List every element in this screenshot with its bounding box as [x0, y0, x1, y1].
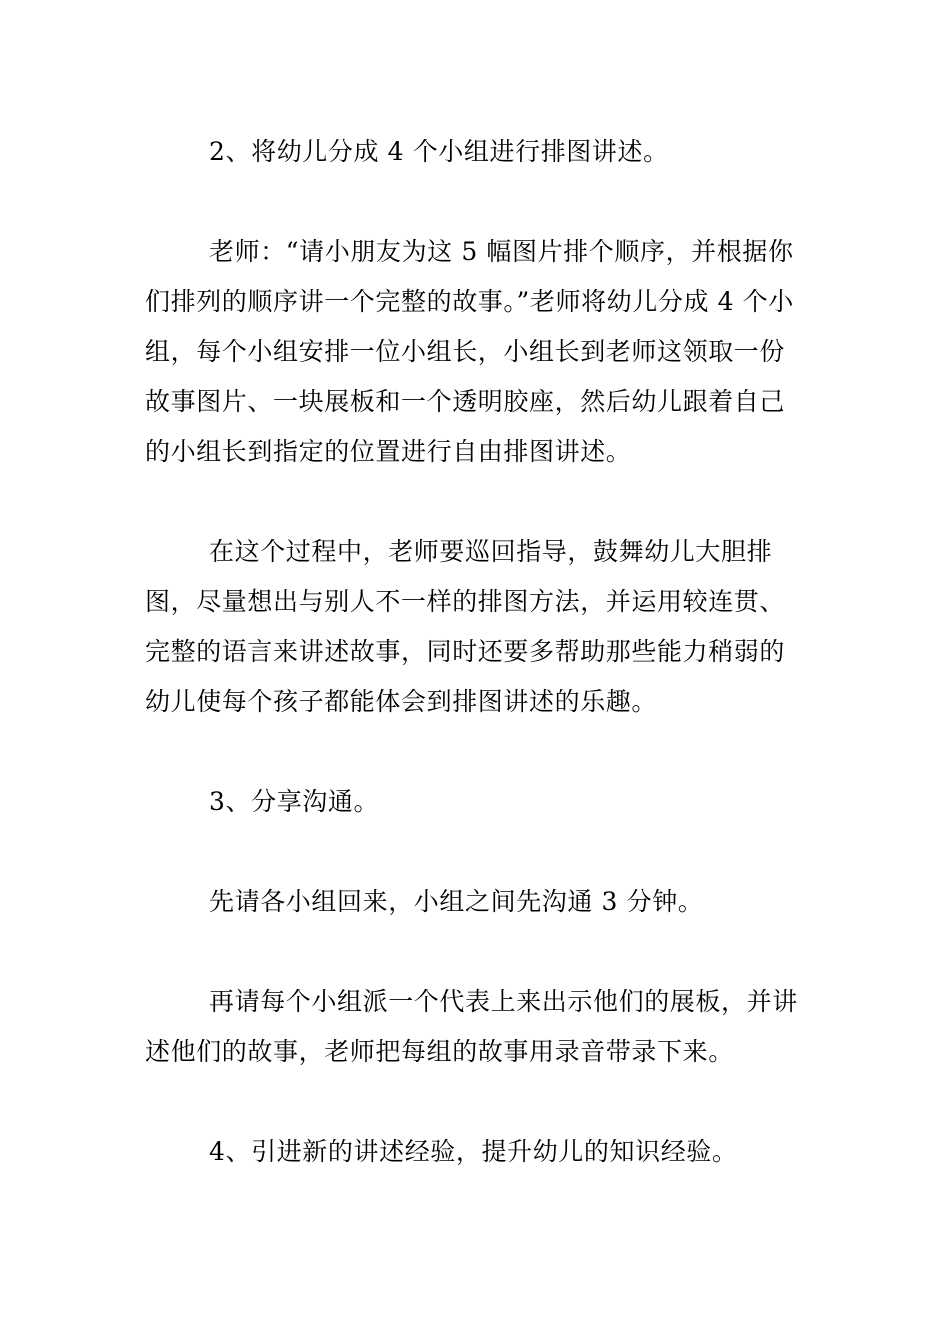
step-4-heading: 4、引进新的讲述经验，提升幼儿的知识经验。 — [209, 1137, 738, 1166]
step-2-heading: 2、将幼儿分成 4 个小组进行排图讲述。 — [209, 137, 669, 166]
teacher-instruction-paragraph: 老师：“请小朋友为这 5 幅图片排个顺序，并根据你们排列的顺序讲一个完整的故事。”老师将幼儿分成 4 个小组，每个小组安排一位小组长，小组长到老师这领取一份故事图片、一块展板和一个透明胶座，然后幼儿跟着自己的小组长到指定的位置进行自由排图讲述。 — [145, 237, 794, 466]
group-communication-paragraph: 先请各小组回来，小组之间先沟通 3 分钟。 — [209, 887, 704, 916]
teacher-guidance-paragraph: 在这个过程中，老师要巡回指导，鼓舞幼儿大胆排图，尽量想出与别人不一样的排图方法，并运用较连贯、完整的语言来讲述故事，同时还要多帮助那些能力稍弱的幼儿使每个孩子都能体会到排图讲述的乐趣。 — [145, 537, 786, 716]
group-presentation-paragraph: 再请每个小组派一个代表上来出示他们的展板，并讲述他们的故事，老师把每组的故事用录音带录下来。 — [145, 987, 798, 1066]
step-3-heading: 3、分享沟通。 — [209, 787, 380, 816]
